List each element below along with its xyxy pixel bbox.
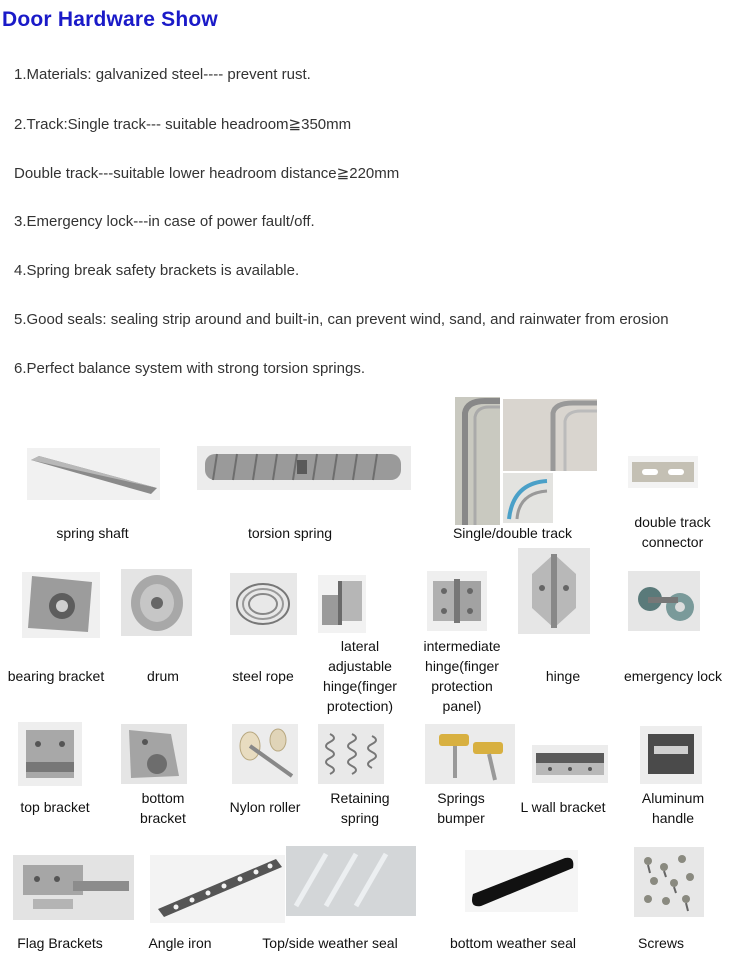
retaining-spring-image — [318, 724, 384, 784]
feature-materials: 1.Materials: galvanized steel---- prevent rust. — [14, 66, 311, 83]
l-wall-bracket-caption — [512, 797, 614, 817]
nylon-roller-image — [232, 724, 298, 784]
caption-line: steel rope — [232, 668, 294, 684]
caption-line: hinge — [545, 668, 581, 684]
page-title: Door Hardware Show — [2, 8, 218, 31]
caption-line: bottom weather seal — [449, 935, 577, 951]
caption-line: Springs — [437, 790, 485, 806]
single-track-image — [455, 397, 500, 525]
drum-image — [121, 569, 192, 636]
springs-bumper-caption — [418, 788, 504, 828]
aluminum-handle-caption — [628, 788, 718, 828]
caption-line: bottom — [141, 790, 185, 806]
double-track-connector-image — [628, 456, 698, 488]
feature-emergency-lock: 3.Emergency lock---in case of power fault/off. — [14, 213, 315, 230]
feature-balance: 6.Perfect balance system with strong torsion springs. — [14, 360, 365, 377]
steel-rope-image — [230, 573, 297, 635]
caption-line: bracket — [140, 810, 186, 826]
track-caption — [440, 523, 585, 543]
top-side-weather-seal-caption — [248, 933, 412, 953]
caption-line: Retaining — [330, 790, 390, 806]
caption-line: emergency lock — [623, 668, 723, 684]
caption-line: bumper — [437, 810, 485, 826]
top-bracket-caption — [8, 797, 102, 817]
caption-line: double track — [634, 514, 711, 530]
track-profile-image — [503, 473, 553, 523]
lateral-hinge-caption — [315, 636, 405, 716]
intermediate-hinge-caption — [410, 636, 514, 716]
caption-line: hinge(finger — [425, 658, 499, 674]
caption-line: drum — [147, 668, 179, 684]
caption-line: torsion spring — [247, 525, 333, 541]
bottom-weather-seal-caption — [436, 933, 590, 953]
caption-line: protection — [431, 678, 493, 694]
angle-iron-caption — [140, 933, 220, 953]
caption-line: spring shaft — [56, 525, 129, 541]
caption-line: intermediate — [423, 638, 501, 654]
intermediate-hinge-image — [427, 571, 487, 631]
lateral-hinge-image — [318, 575, 366, 633]
screws-caption — [622, 933, 700, 953]
caption-line: Nylon roller — [229, 799, 301, 815]
feature-seals: 5.Good seals: sealing strip around and built-in, can prevent wind, sand, and rainwater from erosion — [14, 311, 669, 328]
caption-line: spring — [340, 810, 380, 826]
caption-line: lateral — [340, 638, 380, 654]
caption-line: protection) — [326, 698, 394, 714]
torsion-spring-caption — [220, 523, 360, 543]
emergency-lock-caption — [612, 666, 734, 686]
bottom-weather-seal-image — [465, 850, 578, 912]
caption-line: Single/double track — [452, 525, 573, 541]
screws-image — [634, 847, 704, 917]
caption-line: Angle iron — [148, 935, 212, 951]
feature-spring-break: 4.Spring break safety brackets is available. — [14, 262, 300, 279]
caption-line: adjustable — [328, 658, 392, 674]
caption-line: L wall bracket — [520, 799, 606, 815]
bottom-bracket-image — [121, 724, 187, 784]
steel-rope-caption — [220, 666, 306, 686]
bottom-bracket-caption — [118, 788, 208, 828]
top-bracket-image — [18, 722, 82, 786]
springs-bumper-image — [425, 724, 515, 784]
torsion-spring-image — [197, 446, 411, 490]
caption-line: top bracket — [20, 799, 90, 815]
l-wall-bracket-image — [532, 745, 608, 783]
caption-line: Screws — [638, 935, 684, 951]
caption-line: panel) — [442, 698, 482, 714]
spring-shaft-image — [27, 448, 160, 500]
top-side-weather-seal-image — [286, 846, 416, 916]
drum-caption — [128, 666, 198, 686]
nylon-roller-caption — [218, 797, 312, 817]
double-track-image — [503, 399, 597, 471]
caption-line: Top/side weather seal — [262, 935, 398, 951]
spring-shaft-caption — [30, 523, 155, 543]
bearing-bracket-image — [22, 572, 100, 638]
caption-line: Aluminum — [641, 790, 705, 806]
emergency-lock-image — [628, 571, 700, 631]
hinge-image — [518, 548, 590, 634]
angle-iron-image — [150, 855, 285, 923]
aluminum-handle-image — [640, 726, 702, 784]
bearing-bracket-caption — [2, 666, 110, 686]
caption-line: Flag Brackets — [17, 935, 103, 951]
feature-double-track: Double track---suitable lower headroom distance≧220mm — [14, 165, 400, 182]
caption-line: hinge(finger — [323, 678, 397, 694]
double-track-connector-caption — [615, 512, 730, 552]
caption-line: bearing bracket — [7, 668, 105, 684]
flag-brackets-caption — [8, 933, 112, 953]
retaining-spring-caption — [312, 788, 408, 828]
flag-brackets-image — [13, 855, 134, 920]
hinge-caption — [520, 666, 606, 686]
caption-line: connector — [641, 534, 704, 550]
caption-line: handle — [651, 810, 695, 826]
feature-single-track: 2.Track:Single track--- suitable headroom≧350mm — [14, 116, 352, 133]
